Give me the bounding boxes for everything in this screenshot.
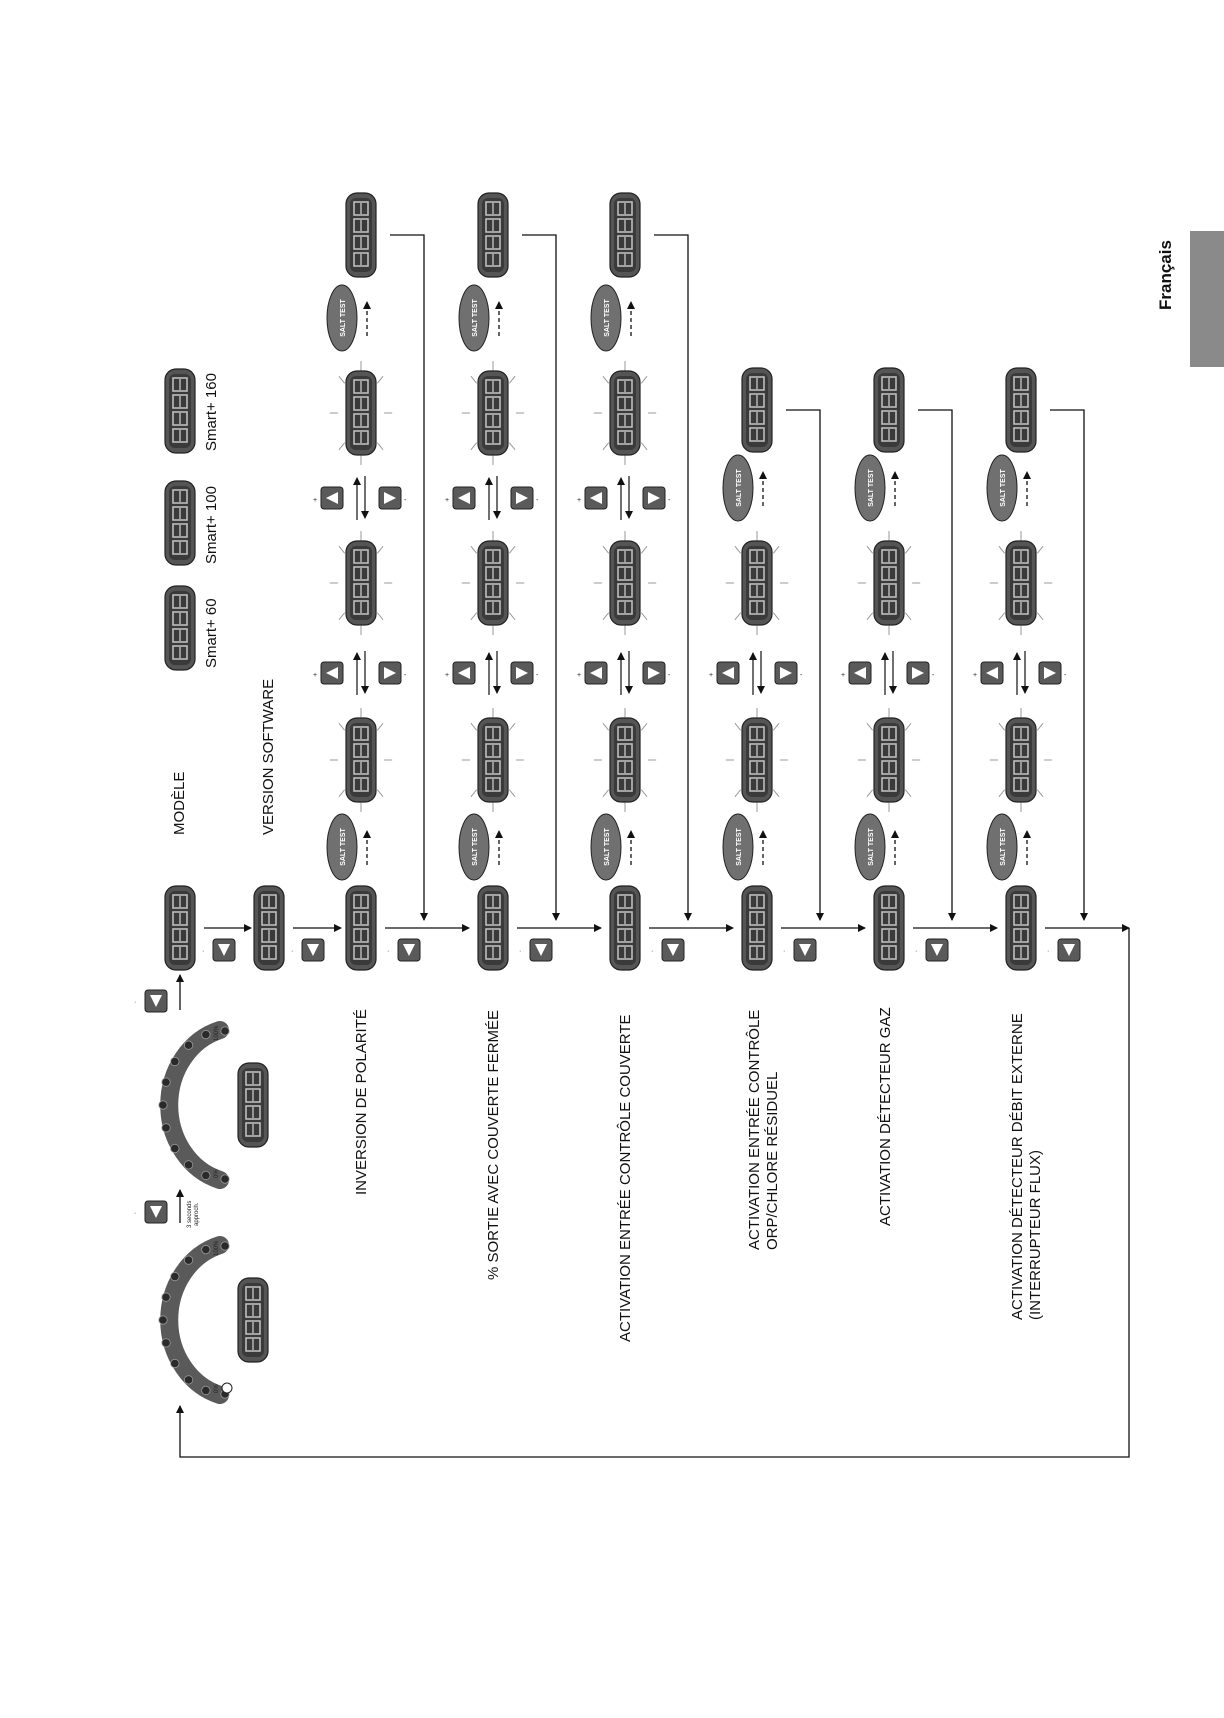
gauge-led xyxy=(171,1359,179,1367)
gauge-led xyxy=(162,1339,170,1347)
label-pct100-a: 100% xyxy=(214,1240,220,1256)
gauge-led xyxy=(184,1376,192,1384)
label-three-seconds: 3 seconds xyxy=(187,1200,193,1228)
blink-ray xyxy=(867,546,873,553)
display-row3-main xyxy=(610,886,640,970)
blink-ray xyxy=(377,790,383,797)
gauge-start xyxy=(159,1242,232,1398)
gauge-led xyxy=(159,1316,167,1324)
blink-ray xyxy=(735,613,741,620)
row-3-title: ACTIVATION ENTRÉE CONTRÔLE COUVERTE xyxy=(617,1014,634,1342)
gauge-led xyxy=(184,1161,192,1169)
blink-ray xyxy=(641,613,647,620)
gauge-led xyxy=(202,1030,210,1038)
display-row6-c xyxy=(1006,368,1036,452)
minus-label: - xyxy=(536,497,539,504)
row-1-title: INVERSION DE POLARITÉ xyxy=(353,1009,370,1195)
blink-ray xyxy=(773,790,779,797)
gauge-after-3s xyxy=(159,1027,229,1183)
gauge-arc xyxy=(169,1245,220,1395)
button-dot-label: · xyxy=(519,948,522,955)
blink-ray xyxy=(773,723,779,730)
button-dot-label: · xyxy=(915,948,918,955)
blink-ray xyxy=(377,376,383,383)
return-line-row2 xyxy=(522,235,556,920)
salt-test-label: SALT TEST xyxy=(340,299,347,337)
blink-ray xyxy=(377,443,383,450)
blink-ray xyxy=(1037,790,1043,797)
blink-ray xyxy=(471,546,477,553)
row-4-title: ACTIVATION ENTRÉE CONTRÔLE xyxy=(746,1009,763,1250)
display-row3-a xyxy=(594,708,656,812)
blink-ray xyxy=(603,443,609,450)
display-row6-b xyxy=(990,531,1052,635)
display-row6-main xyxy=(1006,886,1036,970)
gauge-start-display xyxy=(238,1278,268,1362)
gauge-led xyxy=(162,1293,170,1301)
gauge-led xyxy=(202,1386,210,1394)
salt-test-button[interactable] xyxy=(723,814,763,880)
blink-ray xyxy=(377,546,383,553)
display-row5-a xyxy=(858,708,920,812)
gauge-led xyxy=(162,1078,170,1086)
blink-ray xyxy=(1037,723,1043,730)
minus-label: - xyxy=(668,672,671,679)
display-row4-main xyxy=(742,886,772,970)
blink-ray xyxy=(641,376,647,383)
salt-test-label: SALT TEST xyxy=(604,299,611,337)
display-row4-c xyxy=(742,368,772,452)
display-row2-main xyxy=(478,886,508,970)
blink-ray xyxy=(603,790,609,797)
display-model xyxy=(165,886,195,970)
minus-label: - xyxy=(404,672,407,679)
salt-test-label: SALT TEST xyxy=(1000,828,1007,866)
blink-ray xyxy=(641,790,647,797)
display-model-60 xyxy=(165,586,195,670)
row-5-title: ACTIVATION DÉTECTEUR GAZ xyxy=(877,1007,894,1226)
blink-ray xyxy=(773,613,779,620)
button-next-row1[interactable] xyxy=(291,939,324,961)
display-row2-d xyxy=(478,193,508,277)
blink-ray xyxy=(867,613,873,620)
blink-ray xyxy=(905,790,911,797)
button-dot-label: · xyxy=(1047,948,1050,955)
diagram-labels xyxy=(171,373,1044,1393)
button-next-row6[interactable] xyxy=(915,939,948,961)
salt-test-button[interactable] xyxy=(855,814,895,880)
loop-back-line xyxy=(180,928,1129,1457)
blink-ray xyxy=(867,723,873,730)
gauge-led xyxy=(184,1041,192,1049)
gauge-led xyxy=(171,1272,179,1280)
display-row5-c xyxy=(874,368,904,452)
display-row4-b xyxy=(726,531,788,635)
salt-test-label: SALT TEST xyxy=(736,469,743,507)
return-line-row1 xyxy=(390,235,424,920)
minus-label: - xyxy=(1064,672,1067,679)
return-line-row3 xyxy=(654,235,688,920)
label-model-60: Smart+ 60 xyxy=(203,598,220,668)
blink-ray xyxy=(641,546,647,553)
blink-ray xyxy=(735,546,741,553)
blink-ray xyxy=(339,723,345,730)
salt-test-button[interactable] xyxy=(591,814,631,880)
minus-label: - xyxy=(404,497,407,504)
button-dot-label: · xyxy=(291,948,294,955)
button-dot-label: · xyxy=(783,948,786,955)
salt-test-label: SALT TEST xyxy=(340,828,347,866)
blink-ray xyxy=(999,613,1005,620)
plus-minus-buttons[interactable] xyxy=(313,651,407,695)
button-next-3s[interactable] xyxy=(134,1201,167,1223)
blink-ray xyxy=(509,790,515,797)
blink-ray xyxy=(603,723,609,730)
gauge-led xyxy=(171,1144,179,1152)
salt-test-button[interactable] xyxy=(327,814,367,880)
plus-label: + xyxy=(313,672,318,679)
blink-ray xyxy=(603,613,609,620)
label-model-160: Smart+ 160 xyxy=(203,373,220,451)
gauge-led xyxy=(221,1242,229,1250)
plus-minus-buttons[interactable] xyxy=(709,651,803,695)
label-software-version: VERSION SOFTWARE xyxy=(260,678,277,835)
blink-ray xyxy=(377,723,383,730)
salt-test-label: SALT TEST xyxy=(868,828,875,866)
row-2-title: % SORTIE AVEC COUVERTE FERMÉE xyxy=(485,1009,502,1280)
blink-ray xyxy=(471,613,477,620)
blink-ray xyxy=(339,546,345,553)
gauge-arc xyxy=(169,1030,220,1180)
blink-ray xyxy=(1037,613,1043,620)
plus-label: + xyxy=(445,672,450,679)
display-row3-b xyxy=(594,531,656,635)
display-row3-d xyxy=(610,193,640,277)
button-dot-label: · xyxy=(387,948,390,955)
display-row5-main xyxy=(874,886,904,970)
salt-test-button[interactable] xyxy=(459,814,499,880)
blink-ray xyxy=(377,613,383,620)
blink-ray xyxy=(999,790,1005,797)
plus-label: + xyxy=(973,672,978,679)
salt-test-button[interactable] xyxy=(459,285,499,351)
plus-label: + xyxy=(577,672,582,679)
plus-minus-buttons[interactable] xyxy=(577,476,671,520)
display-row1-c xyxy=(330,361,392,465)
label-approx: approch. xyxy=(194,1202,200,1226)
gauge-led xyxy=(221,1175,229,1183)
salt-test-label: SALT TEST xyxy=(1000,469,1007,507)
salt-test-label: SALT TEST xyxy=(472,299,479,337)
blink-ray xyxy=(641,723,647,730)
blink-ray xyxy=(1037,546,1043,553)
display-row1-main xyxy=(346,886,376,970)
display-row1-d xyxy=(346,193,376,277)
salt-test-button[interactable] xyxy=(723,455,763,521)
minus-label: - xyxy=(668,497,671,504)
plus-label: + xyxy=(577,497,582,504)
minus-label: - xyxy=(932,672,935,679)
minus-label: - xyxy=(800,672,803,679)
gauge-led xyxy=(221,1027,229,1035)
blink-ray xyxy=(773,546,779,553)
display-row1-b xyxy=(330,531,392,635)
gauge-led xyxy=(202,1245,210,1253)
blink-ray xyxy=(603,376,609,383)
salt-test-label: SALT TEST xyxy=(472,828,479,866)
display-row6-a xyxy=(990,708,1052,812)
salt-test-button[interactable] xyxy=(591,285,631,351)
blink-ray xyxy=(641,443,647,450)
plus-minus-buttons[interactable] xyxy=(313,476,407,520)
gauge-after-3s-display xyxy=(238,1063,268,1147)
blink-ray xyxy=(471,443,477,450)
button-next-end[interactable] xyxy=(1047,939,1080,961)
blink-ray xyxy=(339,613,345,620)
salt-test-button[interactable] xyxy=(327,285,367,351)
label-model: MODÈLE xyxy=(171,771,188,835)
gauge-led xyxy=(184,1256,192,1264)
label-model-100: Smart+ 100 xyxy=(203,486,220,564)
button-dot-label: · xyxy=(202,948,205,955)
gauge-led-active xyxy=(222,1383,232,1393)
display-row3-c xyxy=(594,361,656,465)
plus-minus-buttons[interactable] xyxy=(973,651,1067,695)
blink-ray xyxy=(905,613,911,620)
label-pct100-b: 100% xyxy=(214,1025,220,1041)
blink-ray xyxy=(471,723,477,730)
blink-ray xyxy=(509,723,515,730)
row-6-title: ACTIVATION DÉTECTEUR DÉBIT EXTERNE xyxy=(1009,1013,1026,1320)
blink-ray xyxy=(509,376,515,383)
blink-ray xyxy=(999,546,1005,553)
button-dot-label: · xyxy=(134,1210,137,1217)
blink-ray xyxy=(339,443,345,450)
blink-ray xyxy=(999,723,1005,730)
plus-minus-buttons[interactable] xyxy=(841,651,935,695)
row-4-title-2: ORP/CHLORE RÉSIDUEL xyxy=(764,1071,781,1250)
blink-ray xyxy=(905,723,911,730)
button-next-row3[interactable] xyxy=(519,939,552,961)
display-row2-b xyxy=(462,531,524,635)
button-dot-label: · xyxy=(651,948,654,955)
display-version xyxy=(254,886,284,970)
salt-test-button[interactable] xyxy=(987,814,1027,880)
blink-ray xyxy=(905,546,911,553)
display-row2-a xyxy=(462,708,524,812)
display-row4-a xyxy=(726,708,788,812)
blink-ray xyxy=(339,790,345,797)
display-row5-b xyxy=(858,531,920,635)
button-next-row5[interactable] xyxy=(783,939,816,961)
label-pct0-a: 0% xyxy=(214,1384,220,1393)
display-row2-c xyxy=(462,361,524,465)
minus-label: - xyxy=(536,672,539,679)
blink-ray xyxy=(509,443,515,450)
plus-label: + xyxy=(445,497,450,504)
gauge-led xyxy=(162,1124,170,1132)
label-pct0-b: 0% xyxy=(214,1169,220,1178)
blink-ray xyxy=(735,723,741,730)
plus-minus-buttons[interactable] xyxy=(445,651,539,695)
salt-test-label: SALT TEST xyxy=(604,828,611,866)
button-next-row4[interactable] xyxy=(651,939,684,961)
gauge-led xyxy=(159,1101,167,1109)
row-6-title-2: (INTERRUPTEUR FLUX) xyxy=(1027,1149,1044,1320)
display-model-100 xyxy=(165,481,195,565)
gauge-led xyxy=(202,1171,210,1179)
salt-test-label: SALT TEST xyxy=(736,828,743,866)
display-row1-a xyxy=(330,708,392,812)
blink-ray xyxy=(471,376,477,383)
button-next-version[interactable] xyxy=(202,939,235,961)
blink-ray xyxy=(603,546,609,553)
salt-test-button[interactable] xyxy=(855,455,895,521)
blink-ray xyxy=(509,613,515,620)
language-label: Français xyxy=(1156,240,1175,310)
plus-label: + xyxy=(709,672,714,679)
blink-ray xyxy=(509,546,515,553)
display-model-160 xyxy=(165,369,195,453)
button-next-model[interactable] xyxy=(134,990,167,1012)
blink-ray xyxy=(471,790,477,797)
blink-ray xyxy=(867,790,873,797)
blink-ray xyxy=(735,790,741,797)
button-dot-label: · xyxy=(134,999,137,1006)
plus-minus-buttons[interactable] xyxy=(577,651,671,695)
plus-label: + xyxy=(841,672,846,679)
gauge-led xyxy=(171,1057,179,1065)
blink-ray xyxy=(339,376,345,383)
salt-test-button[interactable] xyxy=(987,455,1027,521)
plus-minus-buttons[interactable] xyxy=(445,476,539,520)
button-next-row2[interactable] xyxy=(387,939,420,961)
plus-label: + xyxy=(313,497,318,504)
salt-test-label: SALT TEST xyxy=(868,469,875,507)
